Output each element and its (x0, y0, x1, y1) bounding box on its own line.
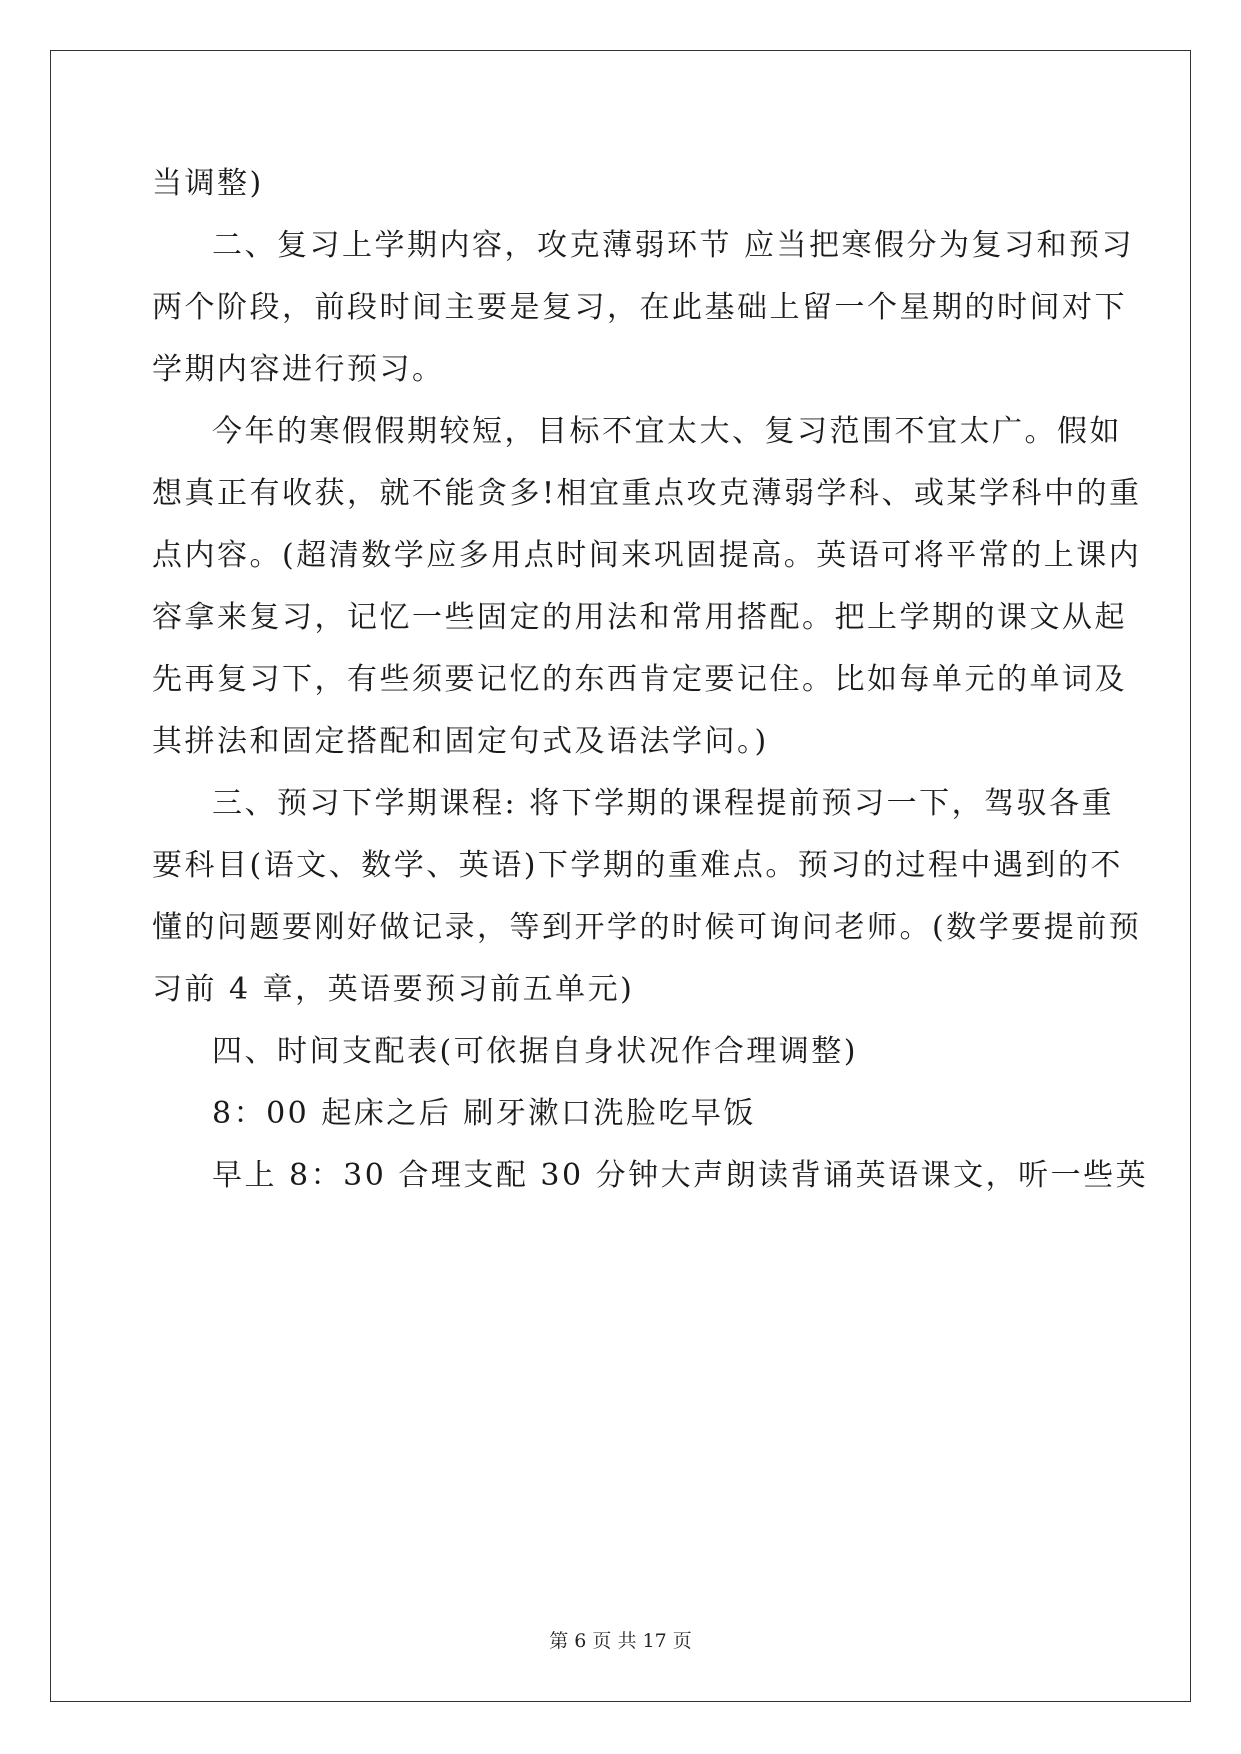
text-line-17: 早上 8：30 合理支配 30 分钟大声朗读背诵英语课文，听一些英 (212, 1158, 1149, 1193)
page-number-footer: 第 6 页 共 17 页 (549, 1630, 692, 1652)
text-line-4: 学期内容进行预习。 (152, 352, 445, 387)
text-line-11: 三、预习下学期课程: 将下学期的课程提前预习一下，驾驭各重 (212, 786, 1115, 821)
document-body (152, 160, 1149, 1214)
text-line-6: 想真正有收获，就不能贪多!相宜重点攻克薄弱学科、或某学科中的重 (152, 476, 1142, 511)
text-line-5: 今年的寒假假期较短，目标不宜太大、复习范围不宜太广。假如 (212, 414, 1122, 449)
text-line-8: 容拿来复习，记忆一些固定的用法和常用搭配。把上学期的课文从起 (152, 600, 1127, 635)
text-line-7: 点内容。(超清数学应多用点时间来巩固提高。英语可将平常的上课内 (152, 538, 1142, 573)
text-line-12: 要科目(语文、数学、英语)下学期的重难点。预习的过程中遇到的不 (152, 848, 1123, 883)
text-line-1: 当调整) (152, 166, 264, 201)
text-line-15: 四、时间支配表(可依据自身状况作合理调整) (212, 1034, 858, 1069)
text-line-10: 其拼法和固定搭配和固定句式及语法学问。) (152, 724, 769, 759)
text-line-14: 习前 4 章，英语要预习前五单元) (152, 972, 635, 1007)
text-line-9: 先再复习下，有些须要记忆的东西肯定要记住。比如每单元的单词及 (152, 662, 1127, 697)
text-line-2: 二、复习上学期内容，攻克薄弱环节 应当把寒假分为复习和预习 (212, 228, 1135, 263)
text-line-13: 懂的问题要刚好做记录，等到开学的时候可询问老师。(数学要提前预 (152, 910, 1142, 945)
text-line-3: 两个阶段，前段时间主要是复习，在此基础上留一个星期的时间对下 (152, 290, 1127, 325)
text-line-16: 8：00 起床之后 刷牙漱口洗脸吃早饭 (212, 1096, 756, 1131)
